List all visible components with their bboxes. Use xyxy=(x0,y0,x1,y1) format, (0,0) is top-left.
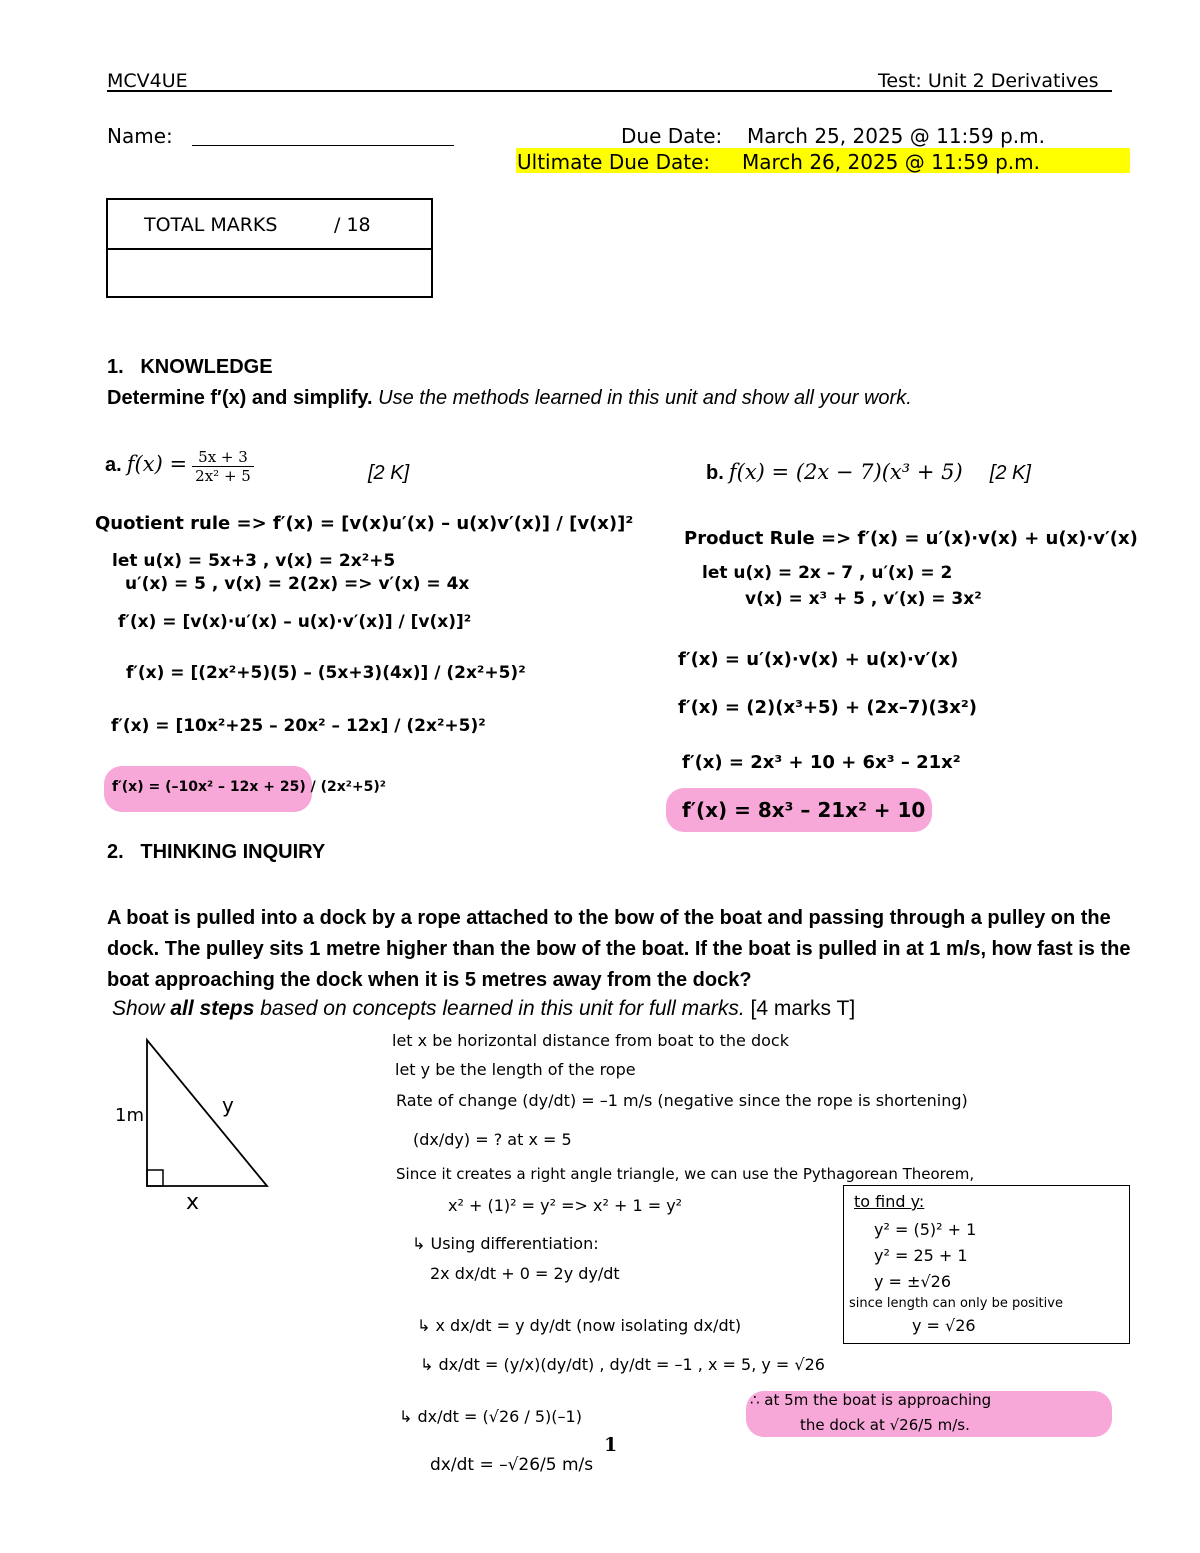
q2-work-line: 2x dx/dt + 0 = 2y dy/dt xyxy=(430,1264,620,1283)
q1a-work-line: let u(x) = 5x+3 , v(x) = 2x²+5 xyxy=(112,551,396,571)
q2-problem: A boat is pulled into a dock by a rope attached to the bow of the boat and passing through a pulley on the dock. The pulley sits 1 metre higher than the bow of the boat. If the boat is pulled in at 1 m/s, how fast is the boat approaching the dock when it is 5 metres away from the dock? xyxy=(107,907,1131,991)
q1a-denominator: 2x² + 5 xyxy=(195,467,251,485)
due-date-label: Due Date: xyxy=(621,124,723,148)
name-label: Name: xyxy=(107,124,173,148)
q1-title: KNOWLEDGE xyxy=(140,356,273,378)
q2-work-line: x² + (1)² = y² => x² + 1 = y² xyxy=(448,1196,683,1215)
q2-work-line: ↳ dx/dt = (√26 / 5)(–1) xyxy=(399,1407,582,1426)
q1a-work-line: f′(x) = [(2x²+5)(5) – (5x+3)(4x)] / (2x²+5)² xyxy=(126,663,526,683)
q2-title: THINKING INQUIRY xyxy=(140,841,326,863)
right-angle-marker xyxy=(147,1170,163,1186)
q2-show-bold: all steps xyxy=(170,997,255,1020)
q2-instructions xyxy=(112,997,855,1021)
q1-heading xyxy=(107,356,273,379)
find-y-box xyxy=(843,1185,1130,1344)
find-y-title: to find y: xyxy=(854,1192,925,1211)
name-field[interactable] xyxy=(192,145,454,146)
q2-heading xyxy=(107,841,325,864)
q1b-answer: f′(x) = 8x³ – 21x² + 10 xyxy=(682,798,926,822)
q2-work-line: ↳ Using differentiation: xyxy=(412,1234,599,1253)
q1a-label: a. xyxy=(105,454,122,476)
find-y-line: y² = (5)² + 1 xyxy=(874,1220,977,1239)
q1b-label: b. xyxy=(706,462,724,484)
q1-number: 1. xyxy=(107,356,124,378)
q1-instruction xyxy=(107,387,912,410)
q2-work-line: let y be the length of the rope xyxy=(395,1060,636,1079)
q1b-work-line: f′(x) = u′(x)·v(x) + u(x)·v′(x) xyxy=(678,649,959,670)
q2-work-line: (dx/dy) = ? at x = 5 xyxy=(413,1130,572,1149)
total-marks-box xyxy=(106,198,433,298)
test-title: Test: Unit 2 Derivatives xyxy=(878,70,1099,92)
q1a-fraction xyxy=(192,448,254,485)
q1a-numerator: 5x + 3 xyxy=(192,448,254,467)
q2-work-line: let x be horizontal distance from boat to the dock xyxy=(392,1031,789,1050)
q2-show-pre: Show xyxy=(112,997,171,1020)
ultimate-due-value: March 26, 2025 @ 11:59 p.m. xyxy=(742,150,1040,174)
q2-show-post: based on concepts learned in this unit for full marks. xyxy=(254,997,745,1020)
q1b-work-line: f′(x) = 2x³ + 10 + 6x³ – 21x² xyxy=(682,752,961,773)
due-date-value: March 25, 2025 @ 11:59 p.m. xyxy=(747,124,1045,148)
triangle-shape xyxy=(147,1040,267,1186)
q1b-work-line: let u(x) = 2x – 7 , u′(x) = 2 xyxy=(702,563,953,583)
q1a-work-line: Quotient rule => f′(x) = [v(x)u′(x) – u(x)v′(x)] / [v(x)]² xyxy=(95,513,634,534)
triangle-side-label: 1m xyxy=(115,1105,144,1126)
marks-box-divider xyxy=(108,248,431,250)
q1-instruction-main: Determine f′(x) and simplify. xyxy=(107,387,373,409)
q2-conclusion-line2: the dock at √26/5 m/s. xyxy=(800,1416,970,1434)
q1a-work-line: f′(x) = [10x²+25 – 20x² – 12x] / (2x²+5)² xyxy=(111,716,486,736)
q1b-expression: f(x) = (2x − 7)(x³ + 5) xyxy=(728,460,963,484)
q1a-marks: [2 K] xyxy=(368,462,410,484)
q2-marks: [4 marks T] xyxy=(750,997,856,1020)
q1a-lhs: f(x) = xyxy=(126,452,188,476)
find-y-line: since length can only be positive xyxy=(849,1296,1063,1311)
q2-work-line: ↳ dx/dt = (y/x)(dy/dt) , dy/dt = –1 , x = 5, y = √26 xyxy=(420,1355,825,1374)
q1a-work-line: f′(x) = [v(x)·u′(x) – u(x)·v′(x)] / [v(x)]² xyxy=(118,612,472,632)
total-marks-out-of: / 18 xyxy=(334,214,371,236)
find-y-line: y² = 25 + 1 xyxy=(874,1246,968,1265)
total-marks-label: TOTAL MARKS xyxy=(144,214,278,236)
q1b-work-line: f′(x) = (2)(x³+5) + (2x–7)(3x²) xyxy=(678,697,977,718)
q2-conclusion-line1: ∴ at 5m the boat is approaching xyxy=(750,1391,992,1409)
q2-work-line: ↳ x dx/dt = y dy/dt (now isolating dx/dt) xyxy=(417,1316,742,1335)
q2-number: 2. xyxy=(107,841,124,863)
course-code: MCV4UE xyxy=(107,70,188,92)
q2-work-line: Rate of change (dy/dt) = –1 m/s (negative since the rope is shortening) xyxy=(396,1091,968,1110)
q1a-answer: f′(x) = (–10x² – 12x + 25) / (2x²+5)² xyxy=(112,779,386,795)
triangle-base-label: x xyxy=(186,1190,200,1215)
ultimate-due-label: Ultimate Due Date: xyxy=(517,150,711,174)
q1a-problem xyxy=(105,448,254,485)
q2-work-line: dx/dt = –√26/5 m/s xyxy=(430,1455,594,1475)
header-rule xyxy=(107,90,1112,92)
q1a-work-line: u′(x) = 5 , v(x) = 2(2x) => v′(x) = 4x xyxy=(125,574,470,594)
q1b-work-line: Product Rule => f′(x) = u′(x)·v(x) + u(x)·v′(x) xyxy=(684,528,1138,549)
find-y-line: y = √26 xyxy=(912,1316,976,1335)
q1-instruction-italic: Use the methods learned in this unit and show all your work. xyxy=(378,387,912,409)
find-y-line: y = ±√26 xyxy=(874,1272,952,1291)
q1b-work-line: v(x) = x³ + 5 , v′(x) = 3x² xyxy=(745,589,982,609)
page-number: 1 xyxy=(604,1434,618,1456)
q1b-problem xyxy=(706,460,1031,485)
triangle-hypotenuse-label: y xyxy=(222,1093,234,1117)
q2-work-line: Since it creates a right angle triangle, we can use the Pythagorean Theorem, xyxy=(396,1165,975,1183)
q1b-marks: [2 K] xyxy=(989,462,1031,484)
